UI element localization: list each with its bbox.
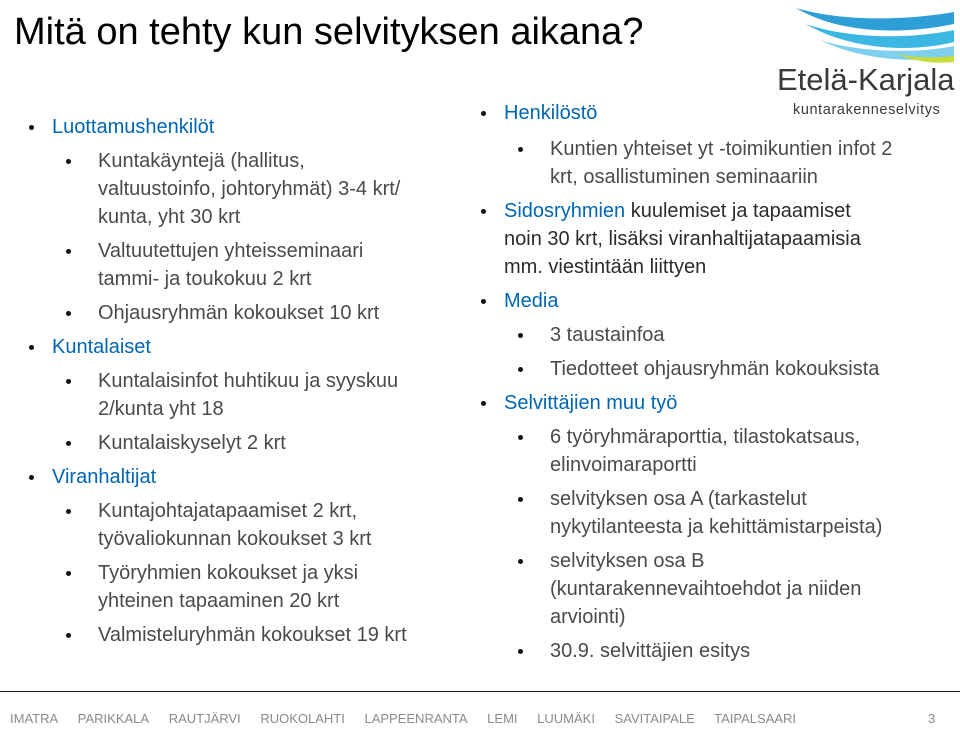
municipality-label: LUUMÄKI (537, 711, 595, 726)
bullet-text: yhteinen tapaaminen 20 krt (98, 590, 340, 612)
bullet-text: selvityksen osa A (tarkastelut (550, 488, 807, 510)
bullet-dot (66, 571, 71, 576)
bullet-text: Työryhmien kokoukset ja yksi (98, 562, 359, 584)
bullet-dot (518, 367, 523, 372)
bullet-dot (481, 299, 486, 304)
municipality-label: SAVITAIPALE (614, 711, 695, 726)
sub-bullet (470, 355, 960, 383)
bullet-sidosryhmat (470, 197, 960, 281)
bullet-heading: Sidosryhmien (504, 200, 626, 222)
bullet-luottamushenkilot (18, 113, 468, 141)
sub-bullet (18, 559, 468, 615)
bullet-dot (518, 649, 523, 654)
bullet-dot (518, 497, 523, 502)
municipality-label: RUOKOLAHTI (260, 711, 345, 726)
bullet-dot (518, 559, 523, 564)
bullet-dot (518, 147, 523, 152)
bullet-dot (66, 633, 71, 638)
bullet-text: Viranhaltijat (52, 466, 157, 488)
bullet-text: noin 30 krt, lisäksi viranhaltijatapaamisia (504, 228, 861, 250)
bullet-text: Media (504, 290, 559, 312)
right-column (470, 99, 960, 665)
bullet-text: Kuntalaisinfot huhtikuu ja syyskuu (98, 370, 399, 392)
logo-name: Etelä-Karjala (777, 62, 955, 97)
bullet-text: 30.9. selvittäjien esitys (550, 640, 751, 662)
bullet-text: arviointi) (550, 606, 626, 628)
bullet-dot (29, 475, 34, 480)
bullet-selvittajat (470, 389, 960, 417)
municipality-label: LAPPEENRANTA (364, 711, 468, 726)
left-column (18, 113, 468, 649)
bullet-text: elinvoimaraportti (550, 454, 697, 476)
sub-bullet (470, 547, 960, 631)
footer-municipalities (10, 710, 812, 728)
bullet-text: Luottamushenkilöt (52, 116, 215, 138)
bullet-text: tammi- ja toukokuu 2 krt (98, 268, 312, 290)
bullet-text: krt, osallistuminen seminaariin (550, 166, 818, 188)
municipality-label: PARIKKALA (77, 711, 150, 726)
bullet-text: työvaliokunnan kokoukset 3 krt (98, 528, 372, 550)
bullet-text: mm. viestintään liittyen (504, 256, 707, 278)
bullet-dot (66, 509, 71, 514)
sub-bullet (18, 299, 468, 327)
sub-bullet (470, 321, 960, 349)
bullet-text: Kuntakäyntejä (hallitus, (98, 150, 305, 172)
logo-subtitle: kuntarakenneselvitys (793, 102, 941, 118)
bullet-media (470, 287, 960, 315)
bullet-kuntalaiset (18, 333, 468, 361)
municipality-label: IMATRA (10, 711, 59, 726)
bullet-text: Tiedotteet ohjausryhmän kokouksista (550, 358, 880, 380)
footer-divider (0, 691, 960, 692)
bullet-text: 3 taustainfoa (550, 324, 665, 346)
bullet-text: 2/kunta yht 18 (98, 398, 224, 420)
bullet-text: Kuntalaiset (52, 336, 151, 358)
sub-bullet (18, 621, 468, 649)
bullet-text: Ohjausryhmän kokoukset 10 krt (98, 302, 380, 324)
bullet-text: valtuustoinfo, johtoryhmät) 3-4 krt/ (98, 178, 401, 200)
municipality-label: TAIPALSAARI (714, 711, 797, 726)
bullet-viranhaltijat (18, 463, 468, 491)
logo-wave-1 (796, 8, 954, 31)
bullet-henkilosto (470, 99, 960, 127)
bullet-dot (29, 125, 34, 130)
bullet-dot (66, 159, 71, 164)
bullet-dot (518, 333, 523, 338)
sub-bullet (470, 423, 960, 479)
bullet-dot (66, 249, 71, 254)
bullet-dot (518, 435, 523, 440)
bullet-dot (481, 401, 486, 406)
bullet-text: Selvittäjien muu työ (504, 392, 678, 414)
bullet-dot (66, 311, 71, 316)
page-number: 3 (928, 711, 936, 726)
sub-bullet (18, 367, 468, 423)
bullet-dot (481, 209, 486, 214)
bullet-text: Kuntalaiskyselyt 2 krt (98, 432, 286, 454)
sub-bullet (470, 637, 960, 665)
sub-bullet (18, 429, 468, 457)
bullet-text: (kuntarakennevaihtoehdot ja niiden (550, 578, 862, 600)
bullet-dot (29, 345, 34, 350)
sub-bullet (18, 497, 468, 553)
sub-bullet (470, 135, 960, 191)
bullet-text: Kuntien yhteiset yt -toimikuntien infot 2 (550, 138, 893, 160)
bullet-text: Valtuutettujen yhteisseminaari (98, 240, 364, 262)
bullet-dot (481, 111, 486, 116)
municipality-label: LEMI (487, 711, 518, 726)
bullet-dot (66, 379, 71, 384)
bullet-text: nykytilanteesta ja kehittämistarpeista) (550, 516, 883, 538)
bullet-text: kunta, yht 30 krt (98, 206, 241, 228)
bullet-text: kuulemiset ja tapaamiset (625, 200, 851, 222)
bullet-text: Valmisteluryhmän kokoukset 19 krt (98, 624, 407, 646)
sub-bullet (18, 237, 468, 293)
municipality-label: RAUTJÄRVI (168, 711, 241, 726)
bullet-text: selvityksen osa B (550, 550, 705, 572)
sub-bullet (18, 147, 468, 231)
bullet-text: 6 työryhmäraporttia, tilastokatsaus, (550, 426, 861, 448)
bullet-text: Henkilöstö (504, 102, 598, 124)
bullet-dot (66, 441, 71, 446)
sub-bullet (470, 485, 960, 541)
bullet-text: Kuntajohtajatapaamiset 2 krt, (98, 500, 358, 522)
slide-title: Mitä on tehty kun selvityksen aikana? (14, 11, 644, 53)
